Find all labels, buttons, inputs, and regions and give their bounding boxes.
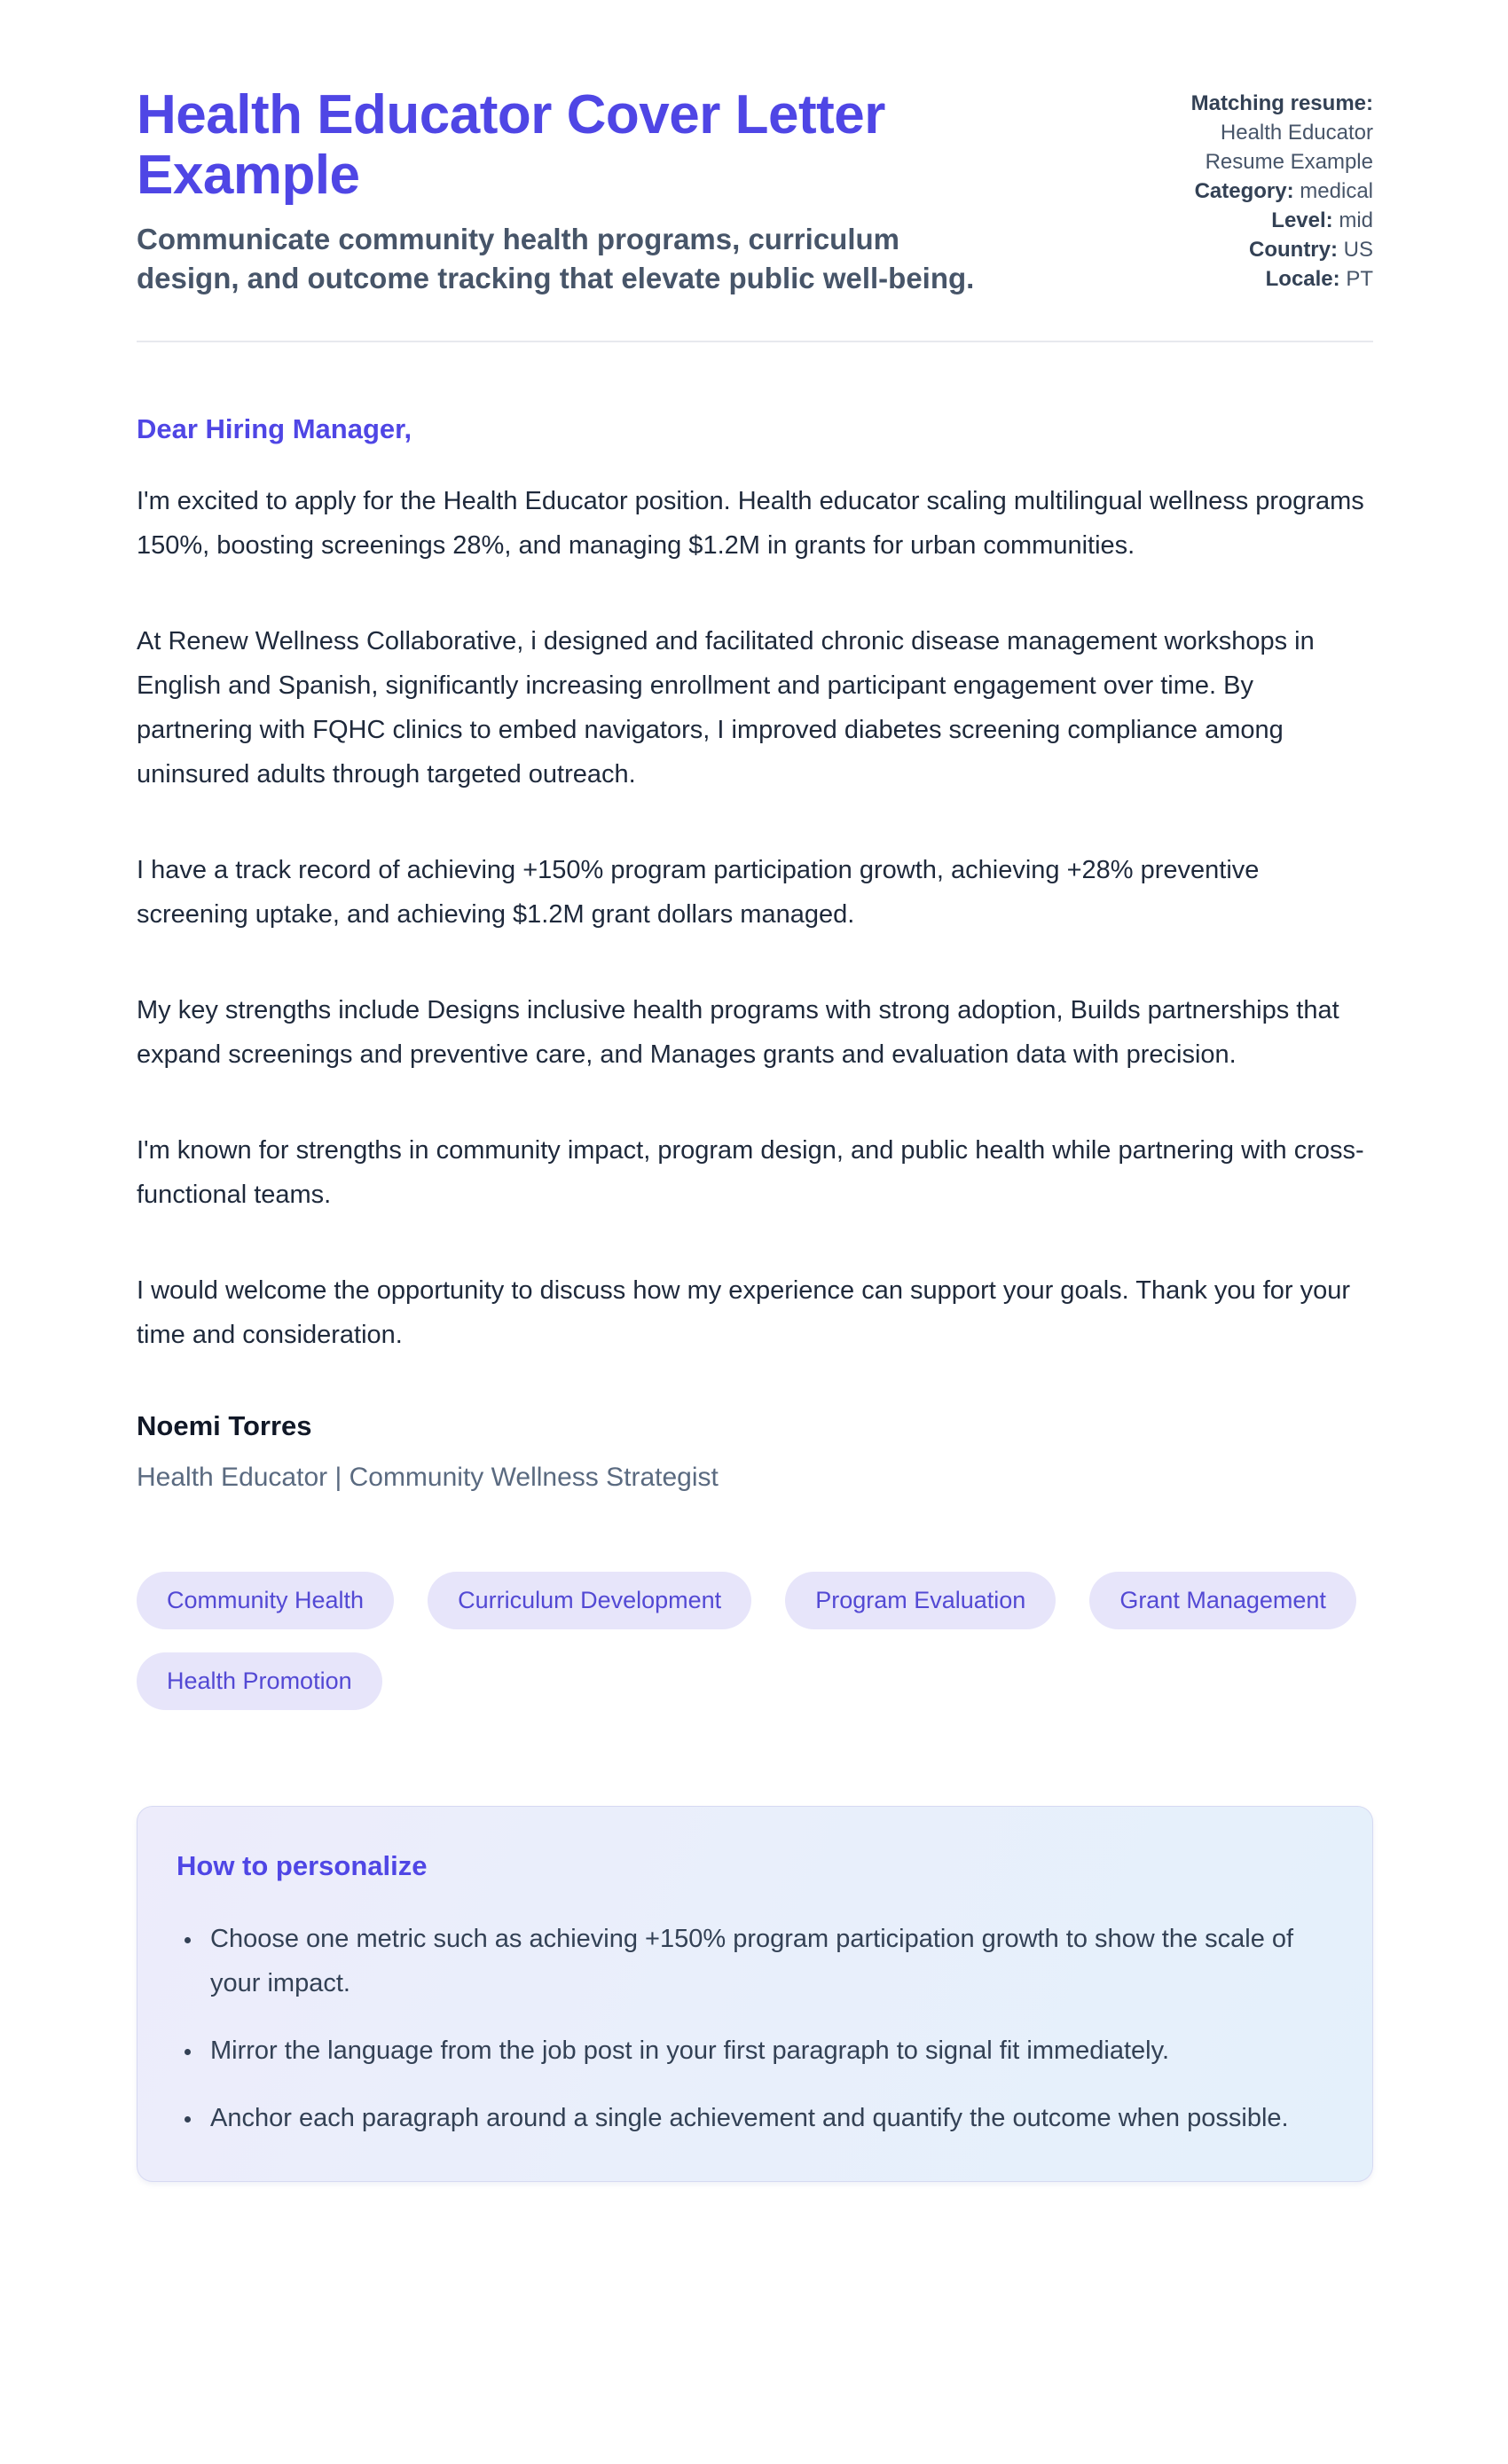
meta-country-value: US <box>1343 238 1373 262</box>
skill-tag-grant-management[interactable]: Grant Management <box>1089 1572 1356 1629</box>
meta-category-label: Category: <box>1194 179 1294 203</box>
letter-paragraph: I would welcome the opportunity to discuss how my experience can support your goals. Thank you for your time and consideration. <box>137 1276 1351 1349</box>
personalize-heading: How to personalize <box>177 1850 428 1881</box>
header-title-block <box>137 85 993 298</box>
personalize-tip: • Anchor each paragraph around a single achievement and quantify the outcome when possible. <box>203 2096 1330 2140</box>
meta-country <box>1146 235 1373 264</box>
skill-tag-health-promotion[interactable]: Health Promotion <box>137 1652 382 1710</box>
cover-letter-body <box>137 410 1373 2182</box>
skill-tag-curriculum-development[interactable]: Curriculum Development <box>428 1572 751 1629</box>
header <box>137 85 1373 298</box>
meta-level-label: Level: <box>1271 208 1333 232</box>
meta-category-value: medical <box>1300 179 1373 203</box>
meta-matching-resume-label: Matching resume: <box>1190 91 1373 115</box>
personalize-callout <box>137 1806 1373 2182</box>
header-divider <box>137 341 1373 342</box>
meta-level-value: mid <box>1339 208 1373 232</box>
page-subtitle: Communicate community health programs, curriculum design, and outcome tracking that elevate public well-being. <box>137 223 975 294</box>
meta-locale <box>1146 264 1373 294</box>
letter-paragraph: At Renew Wellness Collaborative, i designed and facilitated chronic disease management workshops in English and Spanish, significantly increasing enrollment and participant engagement over time. By partnering with FQHC clinics to embed navigators, I improved diabetes screening compliance among uninsured adults through targeted outreach. <box>137 627 1315 789</box>
skill-tags <box>137 1572 1373 1710</box>
letter-paragraph: I'm excited to apply for the Health Educator position. Health educator scaling multilingual wellness programs 150%, boosting screenings 28%, and managing $1.2M in grants for urban communities. <box>137 487 1364 560</box>
signature-name: Noemi Torres <box>137 1410 312 1441</box>
meta-category <box>1146 177 1373 206</box>
meta-matching-resume <box>1146 89 1373 118</box>
resume-meta-panel <box>1146 85 1373 294</box>
meta-locale-label: Locale: <box>1265 267 1340 291</box>
letter-paragraph: My key strengths include Designs inclusive health programs with strong adoption, Builds partnerships that expand screenings and preventive care, and Manages grants and evaluation data with precision. <box>137 996 1339 1069</box>
meta-matching-resume-value: Health Educator Resume Example <box>1205 121 1373 174</box>
letter-greeting: Dear Hiring Manager, <box>137 413 412 444</box>
meta-country-label: Country: <box>1249 238 1338 262</box>
personalize-tips-list <box>177 1917 1331 2140</box>
skill-tag-program-evaluation[interactable]: Program Evaluation <box>785 1572 1056 1629</box>
personalize-tip: • Choose one metric such as achieving +150% program participation growth to show the scale of your impact. <box>203 1917 1330 2005</box>
meta-level <box>1146 206 1373 235</box>
signature-role: Health Educator | Community Wellness Strategist <box>137 1463 719 1492</box>
letter-paragraph: I'm known for strengths in community impact, program design, and public health while partnering with cross-functional teams. <box>137 1136 1364 1209</box>
personalize-tip: • Mirror the language from the job post in your first paragraph to signal fit immediately. <box>203 2028 1330 2073</box>
page-title: Health Educator Cover Letter Example <box>137 84 885 206</box>
skill-tag-community-health[interactable]: Community Health <box>137 1572 394 1629</box>
meta-locale-value: PT <box>1346 267 1373 291</box>
letter-paragraph: I have a track record of achieving +150% program participation growth, achieving +28% preventive screening uptake, and achieving $1.2M grant dollars managed. <box>137 856 1260 929</box>
